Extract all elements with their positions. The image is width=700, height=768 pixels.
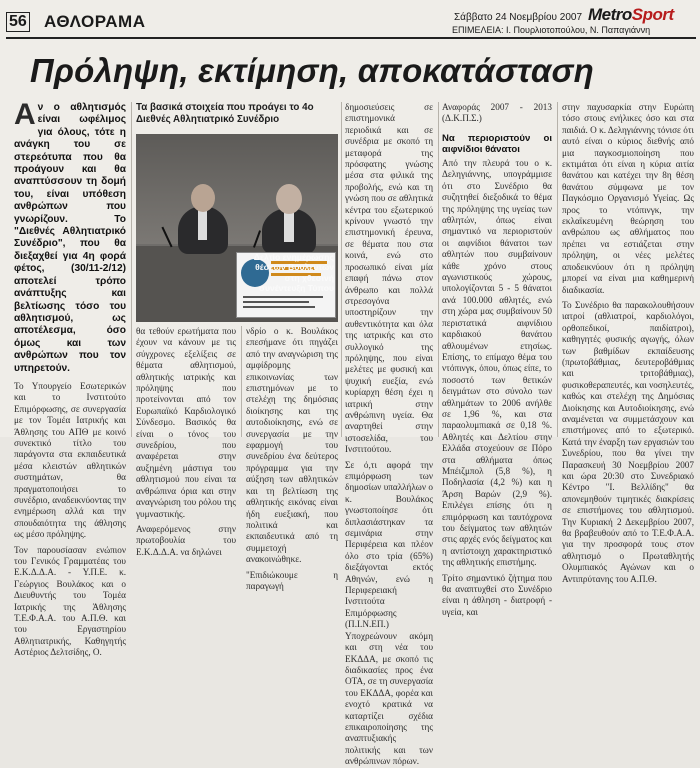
page-header xyxy=(0,0,700,40)
column-divider xyxy=(241,326,242,437)
paragraph: στην παχυσαρκία στην Ευρώπη τόσο στους ενήλικες όσο και στα παιδιά. Ο κ. Δεληγιάννης τόνισε ότι αυτό είναι ο κύριος διεθνής από μια παγκοσμιοποίηση που εκτιμάται ότι είναι η κύρια αιτία θανάτου και κατέχει την 8η θέση θανάτου σύμφωνα με τον Παγκόσμιο Οργανισμό Υγείας. Ως προς το ντόπινγκ, την εκλαϊκευμένη θεώρηση του ανθρώπου ως αθλήματος που πρέπει να εστιάζεται στην πρόληψη, οι νέες μελέτες αποδεικνύουν ότι η πρόληψη μπορεί να είναι μια καθημερινή διαδικασία. xyxy=(562,102,694,295)
column-divider xyxy=(341,102,342,437)
paragraph: Τον παρουσίασαν ενώπιον του Γενικός Γραμματέας του Ε.Κ.Δ.Δ.Α. - Υ.Π.Ε. κ. Γεώργιος Βουλάκος και ο Διευθυντής του Τομέα Ιατρικής της Άθλησης Τ.Ε.Φ.Α.Α. του Α.Π.Θ. και του Εργαστηρίου Αθλητιατρικής, Καθηγητής Αστέριος Δελτσίδης, Ο. xyxy=(14,544,126,658)
column-5 xyxy=(442,102,552,617)
column-divider xyxy=(557,102,558,437)
paragraph: Τρίτο σημαντικό ζήτημα που θα αναπτυχθεί στο Συνέδριο είναι η άθληση - διατροφή - υγεία, και xyxy=(442,572,552,617)
column-3 xyxy=(246,326,338,591)
article-headline: Πρόληψη, εκτίμηση, αποκατάσταση xyxy=(30,52,594,89)
press-conference-photo xyxy=(136,134,338,322)
issue-date: Σάββατο 24 Νοεμβρίου 2007 xyxy=(454,12,583,23)
speaker-right-shirt xyxy=(284,212,294,242)
paragraph: Το Συνέδριο θα παρακολουθήσουν ιατροί (αθλιατροί, καρδιολόγοι, ορθοπεδικοί, παιδίατροι), καθηγητές φυσικής αγωγής, όλων των βαθμίδων εκπαίδευσης (πρωτοβάθμιας, δευτεροβάθμιας και τριτοβάθμιας), φυσικοθεραπευτές, και νοσηλευτές, καθώς και στελέχη της Δημόσιας Διοίκησης και Αυτοδιοίκησης, ενώ αναμένεται να συμμετάσχουν και επιστήμονες από το εξωτερικό. Κατά την έναρξη των εργασιών του Συνεδρίου, που θα γίνει την Παρασκευή 30 Νοεμβρίου 2007 και ώρα 20:30 στο Συνεδριακό Κέντρο "Ι. Βελλίδης" θα απονεμηθούν τιμητικές διακρίσεις σε επιστήμονες του αθλητισμού. Την Κυριακή 2 Δεκεμβρίου 2007, θα βραβευθούν από το Τ.Ε.Φ.Α.Α. για την προσφορά τους στον αθλητισμό ο Πρωταθλητής Ολυμπιακός Αγώνων και ο Αντιπρύτανης του Α.Π.Θ. xyxy=(562,299,694,584)
subheading: Να περιοριστούν οι αιφνίδιοι θάνατοι xyxy=(442,132,552,156)
page-number-box: 56 xyxy=(6,12,30,32)
paragraph: Σε ό,τι αφορά την επιμόρφωση των δημοσίων υπαλλήλων ο κ. Βουλάκος γνωστοποίησε ότι διπλασιάστηκαν τα σεμινάρια στην Περιφέρεια και πλέον όλο στο τρία (65%) διεξάγονται εκτός Αθηνών, ενώ η Περιφερειακή Ινστιτούτα Επιμόρφωσης (Π.Ι.Ν.ΕΠ.) Υποχρεώνουν ακόμη και στη νέα του ΕΚΔΔΑ, με σκοπό τις διαδικασίες προς ένα OTA, σε τη συνεργασία του ΕΚΔΔΑ, φορέα και ενοχτό κρατικά να καταρτίζει σχέδια επικαιροποίησης της αναπτυξιακής πολιτικής και των ανθρώπινων πόρων. xyxy=(345,459,433,767)
paragraph: νδρίο ο κ. Βουλάκος επεσήμανε ότι πηγάζει από την αναγνώριση της αμφίδρομης επικοινωνίας των επιστημόνων με το στελέχη της δημόσιας διοίκησης και της αυτοδιοίκησης, ενώ σε συνεργασία με την εφαρμογή του συνεδρίου ένα δεύτερος πρόγραμμα για την αύξηση των αθλητικών και τη βελτίωση της αθλητικής εικόνας είναι ήδη ευεξιακή, που πολιτικά και εκπαιδευτικά από τη συμμετοχή ανακοινώθηκε. xyxy=(246,326,338,565)
paragraph: "Επιδιώκουμε η παραγωγή xyxy=(246,569,338,591)
logo-accent: Sport xyxy=(631,5,674,24)
photo-overlay-caption: Δελτίο ενημέρωσης θέσεων Βουλευτών στη χθεσινή συνέντευξη Τύπου xyxy=(253,252,334,294)
speaker-left-shirt xyxy=(198,210,207,240)
metrosport-logo xyxy=(588,5,674,25)
column-divider xyxy=(131,102,132,437)
page-number xyxy=(6,12,30,32)
banner-graphic-lines xyxy=(243,293,333,311)
column-2 xyxy=(136,326,236,557)
photo-caption: Τα βασικά στοιχεία που προάγει το 4ο Διεθνές Αθλητιατρικό Συνέδριο xyxy=(136,102,314,125)
speaker-right-head xyxy=(276,184,302,214)
paragraph: Το Υπουργείο Εσωτερικών και το Ινστιτούτο Επιμόρφωσης, σε συνεργασία με τον Τομέα Ιατρικής και Άθλησης του ΑΠΘ με κοινό συνεκτικό τίτλο του παράγοντα στα εκπαιδευτικά μέσα κλειστών αθλητικών συστημάτων, θα πραγματοποιήσει το συνέδριο, αναδεικνύοντας την ενημέρωση αλλά και την σπουδαιότητα της άθλησης ως μέσο πρόληψης. xyxy=(14,380,126,540)
drop-cap: Α xyxy=(14,98,36,131)
column-divider xyxy=(438,102,439,437)
column-6 xyxy=(562,102,694,584)
lead-paragraph: ν ο αθλητισμός είναι ωφέλιμος για όλους, τότε η ανάγκη του σε στερεότυπα που θα προάγουν και θα αναπτύσσουν τη δομή του, είναι υπόθεση ανθρώπων που γνωρίζουν. Το "Διεθνές Αθλητιατρικό Συνέδριο", που θα διεξαχθεί για 4η φορά φέτος, (30/11-2/12) αποτελεί τρόπο ανάπτυξης και βελτίωσης τόσο του αθλητισμού, ως αποτέλεσμα, όσο όμως και των ανθρώπων που τον υπηρετούν. xyxy=(14,102,126,374)
paragraph: Αναφερόμενος στην πρωτοβουλία του Ε.Κ.Δ.Δ.Α. να δηλώνει xyxy=(136,523,236,557)
paragraph: θα τεθούν ερωτήματα που έχουν να κάνουν με τις σύγχρονες εξελίξεις σε θέματα αθλητισμού, αθλητικής ιατρικής και πρόληψης που προτείνονται από τον Ευρωπαϊκό Καρδιολογικό Σύνδεσμο. Βασικός θα είναι ο τόνος του συνεδρίου, που αναφέρεται στην αυξημένη μάστιγα του αθλητισμού που είναι τα ανθρώπινα όρια και στην αναγνώριση του ρόλου της γυμναστικής. xyxy=(136,326,236,519)
paragraph: Από την πλευρά του ο κ. Δεληγιάννης, υπογράμμισε ότι στο Συνέδριο θα συζητηθεί διεξοδικά το θέμα της πρόληψης της υγείας των αθλητών, όπως είναι σημαντικό να περιοριστούν οι αιφνίδιοι θάνατοι των αθλητών που συμβαίνουν κάθε χρόνο στους αγωνιστικούς χώρους, υπολογίζονται 5 - 5 θάνατοι ανά 100.000 αθλητές, ενώ στη χώρα μας συμβαίνουν 50 περιστατικά αιφνίδιου καρδιακού θανάτου αθλουμένων ετησίως. Επίσης, το επίμαχο θέμα του ντόπινγκ, όπου, όπως είπε, το ποσοστό των θετικών δειγμάτων στο σύνολο των αθλημάτων το 2006 ανήλθε σε 1,96 %, και στα παραολυμπιακά σε 0,18 %. Αθλητές και Δελτίου στην Ελλάδα στοχεύουν σε Πόρο στα αθλήματα όπως Μπέιζμπολ (5,8 %), η Ποδηλασία (4,2 %) και η Άρση Βαρών (2,9 %). Επιλέγει επίσης ότι η επιμόρφωση και ταυτόχρονα του δείγματος των αθλητών στις αρχές ενός δείγματος και η αντίστοιχη χαρακτηριστικό της αθλητικής επιστήμης. xyxy=(442,158,552,568)
paragraph: Αναφοράς 2007 - 2013 (Δ.Κ.Π.Σ.) xyxy=(442,102,552,124)
speaker-left-head xyxy=(191,184,215,212)
column-4 xyxy=(345,102,433,767)
section-title: ΑΘΛΟΡΑΜΑ xyxy=(44,12,146,31)
logo-main: Metro xyxy=(588,5,632,24)
column-1 xyxy=(14,98,126,658)
paragraph: δημοσιεύσεις σε επιστημονικά περιοδικά και σε συνέδρια με σκοπό τη μεταφορά της πρόσφατης γνώσης μέσα στα φιλικά της προβολής, ενώ και τη γνώση που σε αθλητικά κέντρα του εξωτερικού κρίνουν γνωστό την επιστημονική έρευνα, σε θέματα που στα κοινά, ενώ στο προσωπικό είναι μία επαφή πάνω στον άνθρωπο και πολλά στρεσογόνα υποστηρίζουν την αυθεντικότητα και όλα της ιατρικής και στο συλλογικό της πρόληψης, που είναι μελέτες με φυσική και ψυχική ευεξία, ενώ κυρίαρχη θέση έχει η ιατρική στην ανθρώπινη υγεία. Θα αναρτηθεί στην ιστοσελίδα, του Ινστιτούτου. xyxy=(345,102,433,455)
header-rule xyxy=(6,37,696,39)
editors-line: ΕΠΙΜΕΛΕΙΑ: Ι. Πουρλιοτοπούλου, Ν. Παπαγιάννη xyxy=(452,25,651,35)
